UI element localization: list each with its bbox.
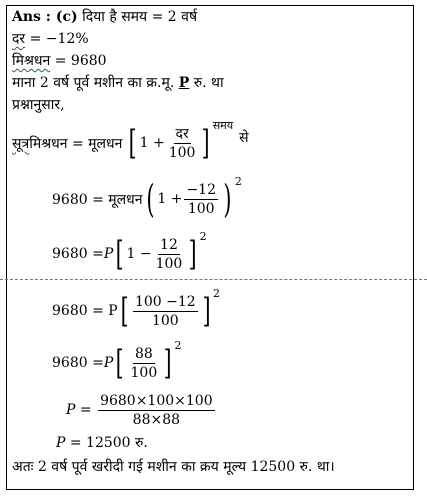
eq3-fraction (133, 294, 198, 329)
rate-value: = −12% (25, 31, 89, 47)
eq1-den: 100 (187, 200, 215, 217)
formula-tail: से (239, 129, 249, 146)
equation-6 (56, 434, 148, 452)
eq2-den: 100 (155, 255, 183, 272)
assumption-line (12, 74, 224, 92)
bracket-right: ] (202, 291, 211, 331)
formula-den: 100 (168, 144, 196, 161)
eq2-lhs: 9680 = (52, 246, 104, 262)
rate-line (12, 30, 89, 48)
eq5-fraction (98, 393, 215, 428)
eq5-num: 9680×100×100 (100, 392, 213, 409)
according-line: प्रश्नानुसार, (12, 97, 65, 113)
eq4-p: P (103, 355, 114, 371)
eq4-lhs: 9680 = (52, 355, 104, 371)
equation-1 (52, 176, 242, 222)
answer-label: Ans : (c) (12, 9, 78, 25)
eq5-p: P (66, 402, 76, 418)
eq4-exponent: 2 (174, 338, 182, 352)
eq1-num: −12 (186, 181, 216, 198)
given-time: दिया है समय = 2 वर्ष (77, 9, 198, 25)
eq2-num: 12 (160, 236, 178, 253)
equation-5 (66, 390, 217, 430)
eq1-fraction (184, 182, 218, 217)
eq1-lhs: 9680 = मूलधन (52, 191, 143, 208)
bracket-left: [ (115, 343, 124, 383)
eq4-fraction (129, 346, 160, 381)
formula-exponent: समय (212, 118, 234, 132)
eq2-one: 1 − (126, 246, 152, 262)
bracket-right: ] (163, 343, 172, 383)
assumption-text: माना 2 वर्ष पूर्व मशीन का क्र.मू. (12, 75, 179, 91)
eq3-num: 100 −12 (134, 293, 196, 310)
equation-2 (52, 231, 207, 277)
bracket-left: [ (115, 234, 124, 274)
eq6-rest: = 12500 रु. (65, 435, 148, 451)
bracket-left: [ (120, 291, 129, 331)
eq2-exponent: 2 (199, 229, 207, 243)
eq3-den: 100 (151, 312, 179, 329)
amount-value: = 9680 (50, 53, 107, 69)
bracket-left: [ (129, 123, 137, 163)
rate-label: दर (12, 31, 26, 47)
page-break-line (0, 279, 427, 280)
eq5-eq: = (75, 402, 97, 418)
eq6-p: P (56, 435, 66, 451)
eq3-exponent: 2 (212, 286, 220, 300)
amount-line (12, 52, 107, 70)
assumption-p: P (178, 75, 190, 91)
eq1-exponent: 2 (234, 174, 242, 188)
formula-line (12, 120, 249, 166)
bracket-right: ] (202, 123, 211, 163)
eq4-den: 100 (130, 364, 158, 381)
eq4-num: 88 (134, 345, 153, 362)
formula-fraction (167, 126, 198, 161)
formula-lhs: मिश्रधन = मूलधन (29, 135, 123, 152)
eq2-p: P (103, 246, 114, 262)
answer-line (12, 8, 197, 26)
eq3-lhs: 9680 = P (52, 303, 118, 319)
formula-num: दर (175, 125, 189, 142)
equation-3 (52, 288, 220, 334)
paren-left: ( (145, 177, 155, 221)
formula-one: 1 + (139, 135, 165, 151)
conclusion-line: अतः 2 वर्ष पूर्व खरीदी गई मशीन का क्रय मूल्य 12500 रु. था। (12, 459, 335, 475)
equation-4 (52, 340, 182, 386)
bracket-right: ] (188, 234, 197, 274)
formula-label: सूत्र (12, 135, 30, 152)
amount-label: मिश्रधन (12, 53, 51, 69)
eq5-den: 88×88 (132, 411, 181, 428)
paren-right: ) (223, 177, 232, 221)
eq2-fraction (154, 237, 185, 272)
eq1-one: 1 + (157, 191, 183, 207)
assumption-tail: रु. था (189, 75, 224, 91)
